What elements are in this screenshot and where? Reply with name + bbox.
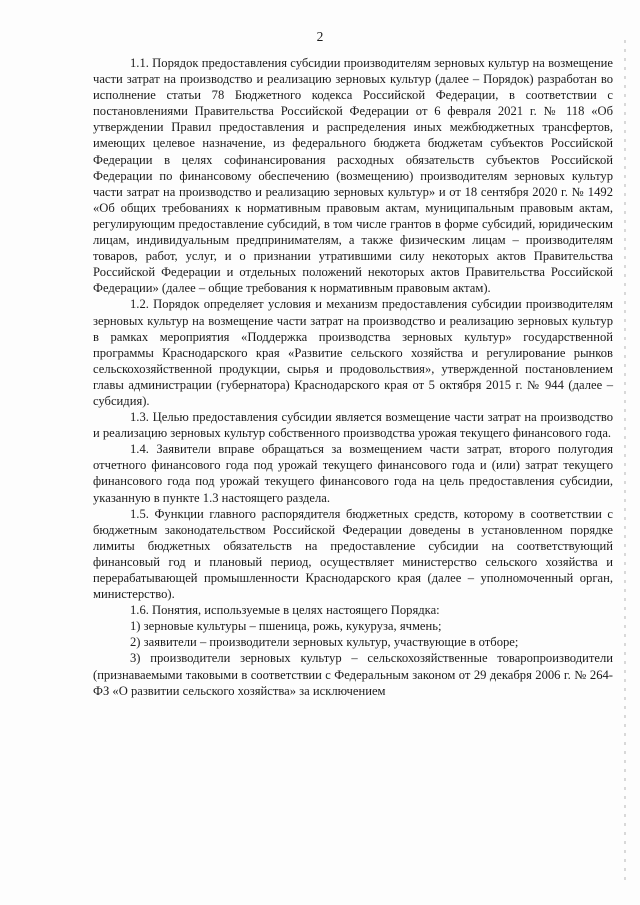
definition-item-1: 1) зерновые культуры – пшеница, рожь, кукуруза, ячмень;	[130, 619, 442, 634]
page-number: 2	[316, 29, 324, 44]
paragraph-1-1: 1.1. Порядок предоставления субсидии производителям зерновых культур на возмещение части затрат на производство и реализацию зерновых культур (далее – Порядок) разработан во исполнение статьи 78 Бюджетного кодекса Российской Федерации, в соответствии с постановлениями Правительства Российской Федерации от 6 февраля 2021 г. № 118 «Об утверждении Правил предоставления и распределения иных межбюджетных трансфертов, имеющих целевое назначение, из федерального бюджета бюджетам субъектов Российской Федерации в целях софинансирования расходных обязательств субъектов Российской Федерации по финансовому обеспечению (возмещению) производителям зерновых культур части затрат на производство и реализацию зерновых культур» и от 18 сентября 2020 г. № 1492 «Об общих требованиях к нормативным правовым актам, муниципальным правовым актам, регулирующим предоставление субсидий, в том числе грантов в форме субсидий, юридическим лицам, индивидуальным предпринимателям, а также физическим лицам – производителям товаров, работ, услуг, и о признании утратившими силу некоторых актов Правительства Российской Федерации и отдельных положений некоторых актов Правительства Российской Федерации» (далее – общие требования к нормативным правовым актам).	[93, 56, 613, 296]
paragraph-1-3: 1.3. Целью предоставления субсидии является возмещение части затрат на производство и реализацию зерновых культур собственного производства урожая текущего финансового года.	[93, 410, 613, 441]
paragraph-1-5: 1.5. Функции главного распорядителя бюджетных средств, которому в соответствии с бюджетным законодательством Российской Федерации доведены в установленном порядке лимиты бюджетных обязательств на предоставление субсидии на соответствующий финансовый год и плановый период, осуществляет министерство сельского хозяйства и перерабатывающей промышленности Краснодарского края (далее – уполномоченный орган, министерство).	[93, 506, 613, 602]
scan-edge-artifact	[624, 40, 626, 880]
definition-item-2: 2) заявители – производители зерновых культур, участвующие в отборе;	[130, 635, 519, 650]
paragraph-1-2: 1.2. Порядок определяет условия и механизм предоставления субсидии производителям зерновых культур на возмещение части затрат на производство и реализацию зерновых культур в рамках мероприятия «Поддержка производства зерновых культур» государственной программы Краснодарского края «Развитие сельского хозяйства и регулирование рынков сельскохозяйственной продукции, сырья и продовольствия», утвержденной постановлением главы администрации (губернатора) Краснодарского края от 5 октября 2015 г. № 944 (далее – субсидия).	[93, 297, 613, 408]
definition-item-3: 3) производители зерновых культур – сельскохозяйственные товаропроизводители (признаваемыми таковыми в соответствии с Федеральным законом от 29 декабря 2006 г. № 264-ФЗ «О развитии сельского хозяйства» за исключением	[93, 651, 613, 698]
document-body	[93, 55, 613, 699]
paragraph-1-6: 1.6. Понятия, используемые в целях настоящего Порядка:	[130, 603, 440, 618]
paragraph-1-4: 1.4. Заявители вправе обращаться за возмещением части затрат, второго полугодия отчетного финансового года под урожай текущего финансового года и (или) затрат текущего финансового года под урожай текущего финансового года на цель предоставления субсидии, указанную в пункте 1.3 настоящего раздела.	[93, 442, 613, 505]
